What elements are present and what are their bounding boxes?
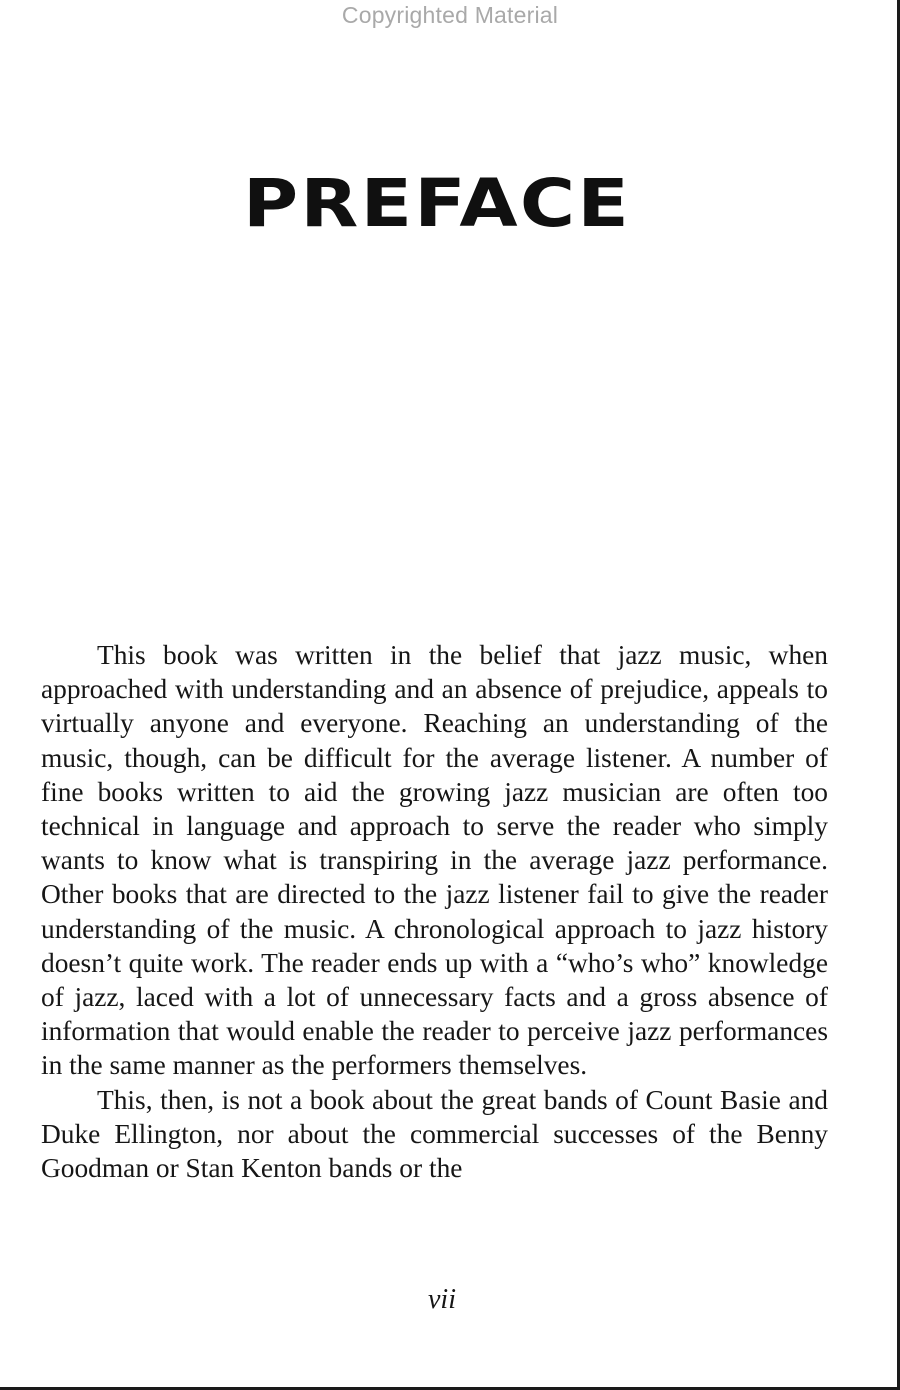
page-number: vii xyxy=(428,1284,456,1315)
paragraph-2: This, then, is not a book about the great bands of Count Basie and Duke Ellington, nor about the commercial successes of the Benny Goodman or Stan Kenton bands or the xyxy=(41,1084,828,1184)
chapter-title: PREFACE xyxy=(242,165,632,242)
paragraph-1: This book was written in the belief that jazz music, when approached with understanding and an absence of prejudice, appeals to virtually anyone and everyone. Reaching an understanding of the music, though, can be difficult for the average listener. A number of fine books written to aid the growing jazz musician are often too technical in language and approach to serve the reader who simply wants to know what is transpiring in the average jazz performance. Other books that are directed to the jazz listener fail to give the reader understanding of the music. A chronological approach to jazz history doesn’t quite work. The reader ends up with a “who’s who” knowledge of jazz, laced with a lot of unnecessary facts and a gross absence of information that would enable the reader to perceive jazz performances in the same manner as the performers themselves. xyxy=(41,640,828,1081)
copyright-watermark: Copyrighted Material xyxy=(341,2,559,28)
body-text xyxy=(41,638,828,1185)
